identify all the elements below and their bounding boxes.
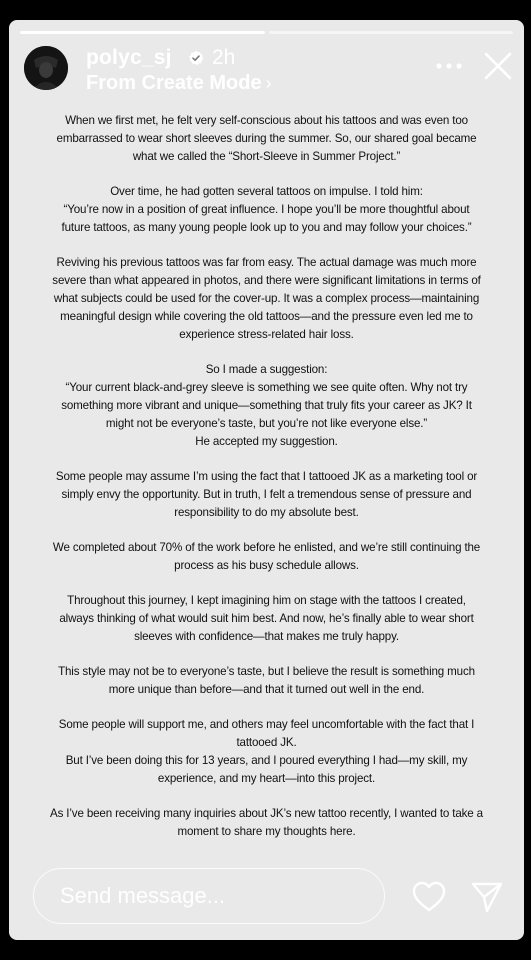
story-progress-bar [20,31,513,34]
paragraph: Some people will support me, and others may feel uncomfortable with the fact that I tattooed JK. But I’ve been doing this for 13 years, and I poured everything I had—my skill, my experience, and my heart—into this project. [58,718,475,785]
story-text-body [49,112,484,858]
paragraph: So I made a suggestion: “Your current black-and-grey sleeve is something we see quite often. Why not try something more vibrant and unique—something that truly fits your career as JK? It might not be everyone’s taste, but you’re not like everyone else.” He accepted my suggestion. [61,363,472,448]
paragraph: We completed about 70% of the work before he enlisted, and we’re still continuing the process as his busy schedule allows. [52,541,481,572]
create-mode-link[interactable] [86,72,272,95]
send-message-input[interactable] [33,868,385,924]
story-footer [9,868,524,928]
paragraph: Some people may assume I’m using the fact that I tattooed JK as a marketing tool or simply envy the opportunity. But in truth, I felt a tremendous sense of pressure and responsibility to do my absolute best. [55,470,478,519]
post-time: 2h [212,46,236,69]
paragraph: Over time, he had gotten several tattoos on impulse. I told him: “You’re now in a position of great influence. I hope you’ll be more thoughtful about future tattoos, as many young people look up to you and may follow your choices.” [61,185,472,234]
create-mode-label: From Create Mode [86,72,262,94]
paragraph: Throughout this journey, I kept imagining him on stage with the tattoos I created, always thinking of what would suit him best. And now, he’s finally able to wear short sleeves with confidence—that makes me truly happy. [59,594,474,643]
avatar[interactable] [24,46,68,90]
heart-icon[interactable] [412,881,446,913]
story-viewer[interactable] [9,20,524,940]
paragraph: As I’ve been receiving many inquiries about JK’s new tattoo recently, I wanted to take a moment to share my thoughts here. [50,807,483,838]
paragraph: Reviving his previous tattoos was far from easy. The actual damage was much more severe than what appeared in photos, and there were significant limitations in terms of what subjects could be used for the cover-up. It was a complex process—maintaining meaningful design while covering the old tattoos—and the pressure even led me to experience stress-related hair loss. [52,256,481,341]
paragraph: This style may not be to everyone’s taste, but I believe the result is something much more unique than before—and that it turned out well in the end. [58,665,475,696]
more-options-icon[interactable] [434,56,464,76]
progress-segment-active [20,31,265,34]
username[interactable]: polyc_sj [86,46,172,69]
send-icon[interactable] [470,880,504,914]
chevron-right-icon: › [265,73,272,93]
progress-segment [269,31,514,34]
story-header [24,46,514,92]
verified-badge-icon [188,50,204,66]
close-icon[interactable] [482,50,514,82]
paragraph: When we first met, he felt very self-conscious about his tattoos and was even too embarrassed to wear short sleeves during the summer. So, our shared goal became what we called the “Short-Sleeve in Summer Project.” [56,114,477,163]
